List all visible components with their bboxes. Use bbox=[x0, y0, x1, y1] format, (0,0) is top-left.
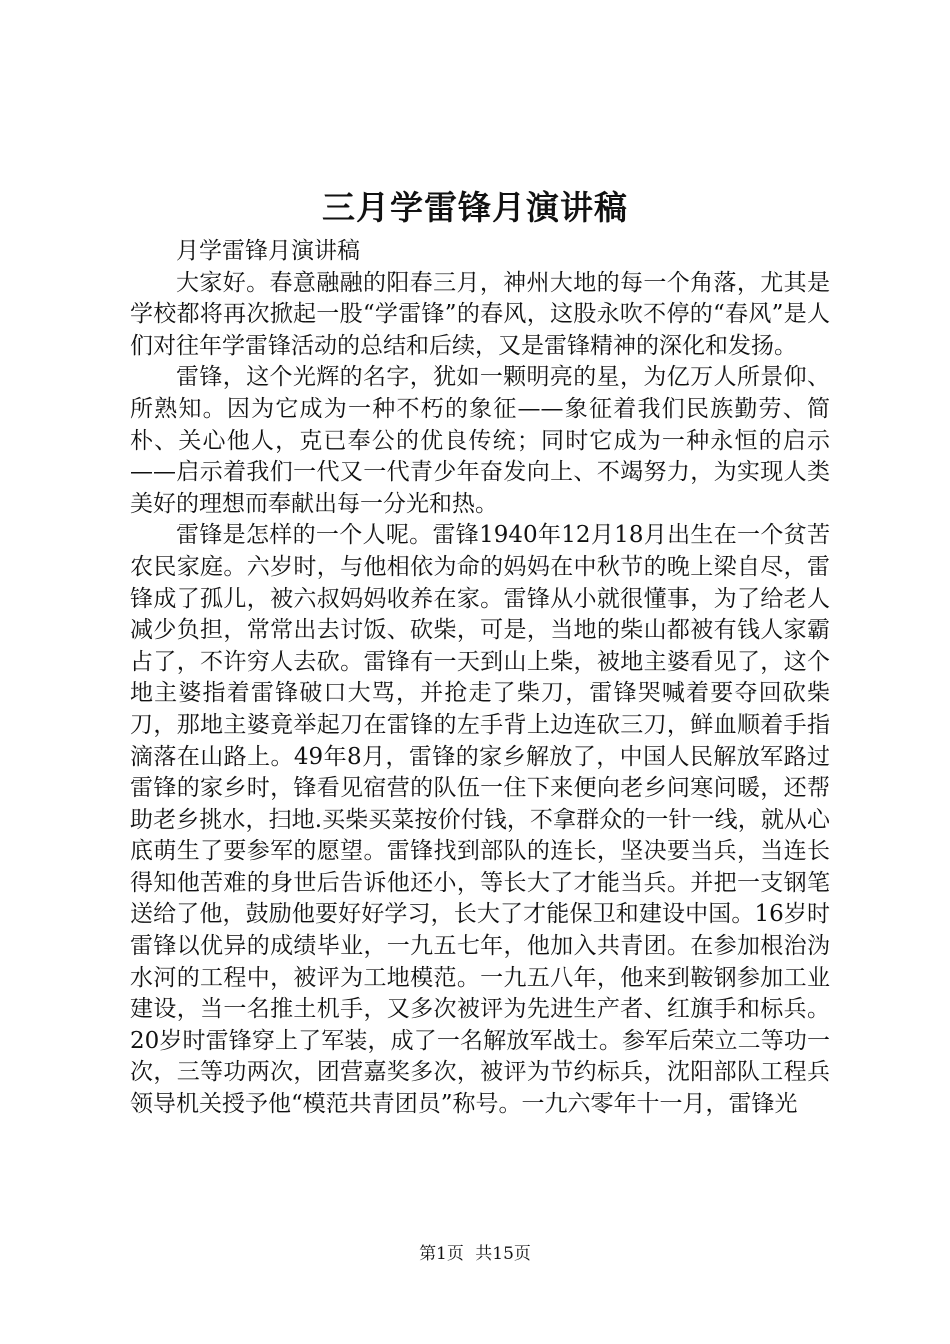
page-footer bbox=[0, 1242, 950, 1266]
document-body bbox=[130, 236, 830, 1121]
paragraph-lei-feng-biography: 雷锋是怎样的一个人呢。雷锋1940年12月18月出生在一个贫苦农民家庭。六岁时，与他相依为命的妈妈在中秋节的晚上梁自尽，雷锋成了孤儿，被六叔妈妈收养在家。雷锋从小就很懂事，为了给老人减少负担，常常出去讨饭、砍柴，可是，当地的柴山都被有钱人家霸占了，不许穷人去砍。雷锋有一天到山上柴，被地主婆看见了，这个地主婆指着雷锋破口大骂，并抢走了柴刀，雷锋哭喊着要夺回砍柴刀，那地主婆竟举起刀在雷锋的左手背上边连砍三刀，鲜血顺着手指滴落在山路上。49年8月，雷锋的家乡解放了，中国人民解放军路过雷锋的家乡时，锋看见宿营的队伍一住下来便向老乡问寒问暖，还帮助老乡挑水，扫地.买柴买菜按价付钱，不拿群众的一针一线，就从心底萌生了要参军的愿望。雷锋找到部队的连长，坚决要当兵，当连长得知他苦难的身世后告诉他还小，等长大了才能当兵。并把一支钢笔送给了他，鼓励他要好好学习，长大了才能保卫和建设中国。16岁时雷锋以优异的成绩毕业，一九五七年，他加入共青团。在参加根治沩水河的工程中，被评为工地模范。一九五八年，他来到鞍钢参加工业建设，当一名推土机手，又多次被评为先进生产者、红旗手和标兵。20岁时雷锋穿上了军装，成了一名解放军战士。参军后荣立二等功一次，三等功两次，团营嘉奖多次，被评为节约标兵，沈阳部队工程兵领导机关授予他“模范共青团员”称号。一九六零年十一月，雷锋光 bbox=[130, 522, 830, 1118]
page-total: 共15页 bbox=[475, 1244, 531, 1264]
document-title: 三月学雷锋月演讲稿 bbox=[322, 188, 628, 227]
page-number: 第1页 bbox=[419, 1244, 464, 1264]
paragraph-lei-feng-name: 雷锋，这个光辉的名字，犹如一颗明亮的星，为亿万人所景仰、所熟知。因为它成为一种不朽的象征——象征着我们民族勤劳、简朴、关心他人，克已奉公的优良传统；同时它成为一种永恒的启示——启示着我们一代又一代青少年奋发向上、不竭努力，为实现人类美好的理想而奉献出每一分光和热。 bbox=[130, 364, 830, 517]
paragraph-subtitle: 月学雷锋月演讲稿 bbox=[176, 238, 360, 264]
paragraph-greeting: 大家好。春意融融的阳春三月，神州大地的每一个角落，尤其是学校都将再次掀起一股“学雷锋”的春风，这股永吹不停的“春风”是人们对往年学雷锋活动的总结和后续，又是雷锋精神的深化和发扬。 bbox=[130, 269, 830, 359]
